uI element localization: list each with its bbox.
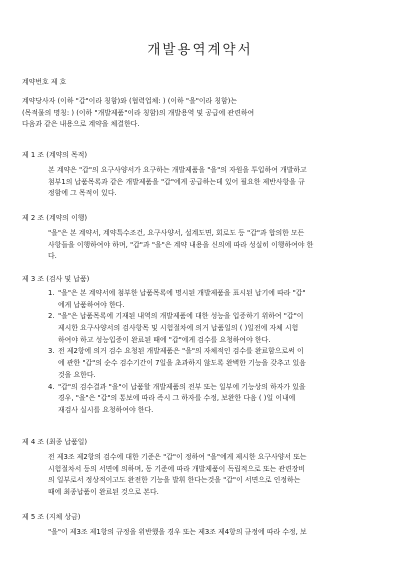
article-1-heading: 제 1 조 (계약의 목적): [22, 151, 88, 159]
article-line: 사항들을 이행하여야 하며, "갑"과 "을"은 계약 내용을 신의에 따라 성실히 이행하여야 한: [48, 240, 314, 249]
article-line: 전 제3조 제2항의 검수에 대한 기준은 "갑"이 정하여 "을"에게 제시한 요구사양서 또는: [48, 453, 307, 461]
list-item-line: 것을 요한다.: [58, 370, 96, 379]
article-2-heading: 제 2 조 (계약의 이행): [22, 214, 88, 222]
article-line: "을"이 제3조 제1항의 규정을 위반했을 경우 또는 제3조 제4항의 규정에 따라 수정, 보: [48, 528, 307, 536]
list-item-line: "갑"의 검수결과 "을"이 납품할 개발제품의 전부 또는 일부에 기능상의 하자가 있을: [58, 382, 306, 391]
intro-line: 계약당사자 (이하 "갑"이라 칭함)와 (협력업체: ) (이하 "을"이라 칭함)는: [22, 97, 238, 105]
list-item-line: 하여야 하고 성능입증이 완료된 때에 "갑"에게 검수를 요청하여야 한다.: [58, 335, 271, 344]
list-item: [48, 346, 378, 381]
article-line: "을"은 본 계약서, 계약특수조건, 요구사양서, 설계도면, 회로도 등 "갑"과 합의한 모든: [48, 229, 305, 237]
list-item: [48, 311, 378, 346]
article-3-list: [48, 288, 378, 417]
article-line: 첨부1의 납품목록과 같은 개발제품을 "갑"에게 공급하는데 있어 필요한 제반사항을 규: [48, 177, 305, 186]
list-item-line: "을"은 납품목록에 기재된 내역의 개발제품에 대한 성능을 입증하기 위하여 "갑"이: [58, 312, 304, 321]
article-2-body: [48, 228, 378, 263]
list-item-line: 에게 납품하여야 한다.: [58, 300, 125, 309]
intro-paragraph: [22, 96, 378, 131]
article-5-body: [48, 527, 378, 539]
article-line: 정함에 그 목적이 있다.: [48, 189, 117, 198]
article-3-heading: 제 3 조 (검사 및 납품): [22, 275, 90, 283]
list-item-number: 3.: [48, 347, 55, 356]
article-line: 의 일부로서 정상적이고도 완전한 기능을 발휘 한다는것을 "갑"이 서면으로 인정하는: [48, 476, 301, 485]
document-title: 개발용역계약서: [147, 42, 253, 58]
list-item: [48, 288, 378, 311]
article-line: 시험절차서 등의 서면에 의하며, 동 기준에 따라 개발제품이 독립적으로 또는 관련장비: [48, 464, 306, 473]
list-item-number: 4.: [48, 382, 55, 391]
article-4-heading: 제 4 조 (최종 납품일): [22, 438, 88, 446]
list-item-line: 에 관한 "갑"의 순수 검수기간이 7일을 초과하지 않도록 완벽한 기능을 갖추고 있음: [58, 359, 306, 368]
contract-number: 계약번호 제 호: [22, 78, 67, 86]
list-item-line: "을"은 본 계약서에 첨부한 납품목록에 명시된 개발제품을 표시된 납기에 따라 "갑": [58, 289, 306, 297]
list-item-line: 재검사 실시를 요청하여야 한다.: [58, 405, 154, 414]
list-item-number: 1.: [48, 289, 55, 297]
list-item-line: 전 제2항에 의거 검수 요청된 개발제품은 "을"의 자체적인 검수를 완료함으로써 이: [58, 347, 304, 356]
article-1-body: [48, 165, 378, 200]
article-4-body: [48, 452, 378, 499]
intro-line: 다음과 같은 내용으로 계약을 체결한다.: [22, 120, 140, 129]
article-line: 때에 최종납품이 완료된 것으로 본다.: [48, 488, 159, 497]
list-item: [48, 382, 378, 417]
article-line: 다.: [48, 252, 57, 261]
intro-line: (목적물의 명칭: ) (이하 "개발제품"이라 칭함)의 개발용역 및 공급에 관련하여: [22, 108, 255, 117]
article-5-heading: 제 5 조 (지체 상금): [22, 513, 81, 521]
article-line: 본 계약은 "갑"의 요구사양서가 요구하는 개발제품을 "을"의 자원을 투입하여 개발하고: [48, 166, 307, 174]
list-item-line: 경우, "을"은 "갑"의 통보에 따라 즉시 그 하자를 수정, 보완한 다음 ( )일 이내에: [58, 394, 296, 403]
list-item-line: 제시한 요구사양서의 검사항목 및 시험절차에 의거 납품일의 ( )일전에 자체 시험: [58, 324, 299, 333]
list-item-number: 2.: [48, 312, 55, 321]
